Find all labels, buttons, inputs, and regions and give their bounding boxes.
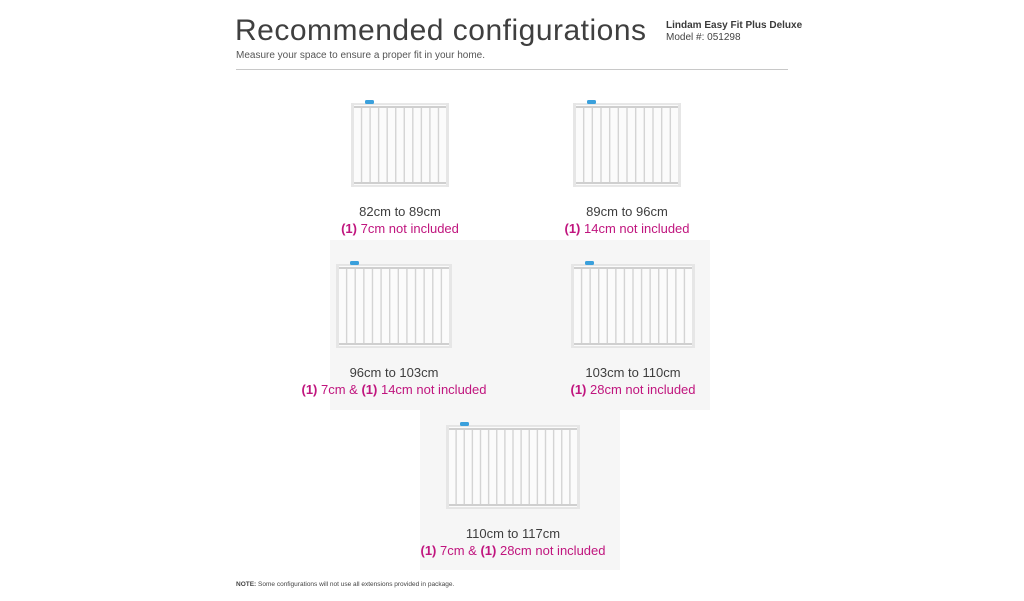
- gate-latch-icon: [365, 100, 374, 104]
- gate-latch-icon: [587, 100, 596, 104]
- gate-image: [350, 98, 450, 194]
- gate-side-post: [446, 425, 449, 509]
- product-name: Lindam Easy Fit Plus Deluxe: [666, 20, 803, 31]
- gate-latch-icon: [460, 422, 469, 426]
- extension-suffix: not included: [385, 221, 459, 236]
- config-range: 82cm to 89cm: [359, 204, 441, 219]
- config-range: 89cm to 96cm: [586, 204, 668, 219]
- config-card: [403, 420, 623, 558]
- gate-side-post: [571, 264, 574, 348]
- extension-size: 14cm: [377, 382, 413, 397]
- extension-suffix: not included: [412, 382, 487, 397]
- config-card: [533, 259, 733, 397]
- config-extensions: [533, 382, 733, 397]
- gate-image: [445, 420, 581, 516]
- config-card: [300, 98, 500, 236]
- gate-side-post: [336, 264, 339, 348]
- gate-side-post: [351, 103, 354, 187]
- gate-side-post: [449, 264, 452, 348]
- gate-latch-icon: [350, 261, 359, 265]
- gate-frame: [353, 104, 447, 186]
- extension-qty: (1): [480, 543, 497, 558]
- footnote: [236, 581, 454, 588]
- extension-size: 7cm: [356, 221, 386, 236]
- extension-size: 28cm: [496, 543, 532, 558]
- config-extensions: [300, 221, 500, 236]
- product-info: [666, 20, 802, 44]
- extension-qty: (1): [570, 382, 587, 397]
- extension-suffix: not included: [615, 221, 690, 236]
- extension-qty: (1): [301, 382, 318, 397]
- extension-qty: (1): [420, 543, 437, 558]
- config-extensions: [527, 221, 727, 236]
- config-range: 110cm to 117cm: [465, 526, 561, 541]
- config-range: 96cm to 103cm: [349, 365, 439, 380]
- gate-side-post: [692, 264, 695, 348]
- gate-image: [570, 259, 696, 355]
- config-card: [527, 98, 727, 236]
- gate-image: [335, 259, 453, 355]
- gate-latch-icon: [585, 261, 594, 265]
- extension-qty: (1): [564, 221, 581, 236]
- page-title: Recommended configurations: [235, 14, 647, 47]
- extension-joiner: &: [464, 543, 481, 558]
- note-text: Some configurations will not use all extensions provided in package.: [256, 581, 455, 588]
- product-model: Model #: 051298: [666, 32, 741, 43]
- gate-side-post: [577, 425, 580, 509]
- config-extensions: [403, 543, 623, 558]
- note-label: NOTE:: [236, 581, 257, 588]
- extension-suffix: not included: [531, 543, 606, 558]
- extension-qty: (1): [361, 382, 378, 397]
- gate-side-post: [446, 103, 449, 187]
- gate-side-post: [678, 103, 681, 187]
- gate-image: [572, 98, 682, 194]
- extension-qty: (1): [341, 221, 357, 236]
- config-range: 103cm to 110cm: [585, 365, 681, 380]
- extension-size: 7cm: [317, 382, 346, 397]
- config-card: [294, 259, 494, 397]
- extension-joiner: &: [345, 382, 362, 397]
- config-extensions: [294, 382, 494, 397]
- extension-suffix: not included: [621, 382, 696, 397]
- extension-size: 14cm: [580, 221, 616, 236]
- gate-side-post: [573, 103, 576, 187]
- extension-size: 28cm: [586, 382, 622, 397]
- header-divider: [236, 69, 788, 70]
- extension-size: 7cm: [436, 543, 465, 558]
- page-subtitle: Measure your space to ensure a proper fit in your home.: [236, 50, 486, 61]
